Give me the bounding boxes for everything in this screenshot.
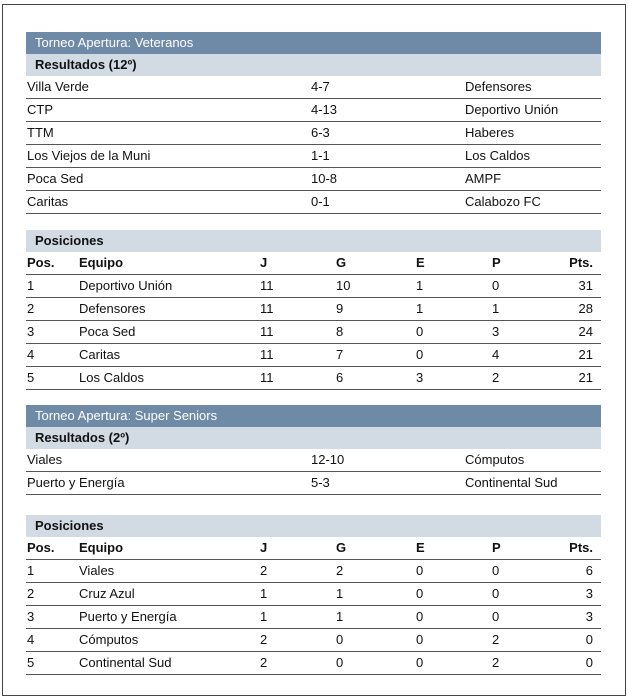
- header-pts: Pts.: [569, 540, 593, 555]
- standings-row: [26, 583, 601, 606]
- score: 5-3: [311, 475, 330, 490]
- team: Viales: [79, 563, 115, 578]
- played: 11: [260, 278, 274, 293]
- home-team: Viales: [27, 452, 63, 467]
- away-team: Cómputos: [465, 452, 525, 467]
- header-g: G: [336, 255, 347, 270]
- won: 1: [336, 609, 344, 624]
- points: 3: [585, 609, 593, 624]
- veteranos-results-title: Resultados (12º): [26, 54, 601, 76]
- result-row: [26, 191, 601, 214]
- pos: 5: [27, 655, 35, 670]
- drawn: 0: [416, 563, 424, 578]
- result-row: [26, 145, 601, 168]
- pos: 2: [27, 301, 35, 316]
- veteranos-standings-section: [26, 230, 601, 390]
- standings-row: [26, 275, 601, 298]
- won: 10: [336, 278, 351, 293]
- team: Los Caldos: [79, 370, 145, 385]
- points: 21: [578, 370, 593, 385]
- score: 6-3: [311, 125, 330, 140]
- header-pos: Pos.: [27, 540, 55, 555]
- played: 1: [260, 609, 268, 624]
- pos: 4: [27, 632, 35, 647]
- header-j: J: [260, 255, 268, 270]
- lost: 3: [492, 324, 500, 339]
- standings-row: [26, 606, 601, 629]
- points: 24: [578, 324, 593, 339]
- header-pts: Pts.: [569, 255, 593, 270]
- played: 11: [260, 370, 274, 385]
- lost: 1: [492, 301, 500, 316]
- header-p: P: [492, 540, 501, 555]
- home-team: TTM: [27, 125, 54, 140]
- pos: 5: [27, 370, 35, 385]
- played: 2: [260, 632, 268, 647]
- score: 10-8: [311, 171, 338, 186]
- team: Poca Sed: [79, 324, 136, 339]
- team: Deportivo Unión: [79, 278, 173, 293]
- seniors-standings-section: [26, 515, 601, 675]
- standings-row: [26, 629, 601, 652]
- seniors-results-list: [26, 449, 601, 495]
- pos: 1: [27, 563, 35, 578]
- drawn: 1: [416, 278, 424, 293]
- away-team: Defensores: [465, 79, 532, 94]
- drawn: 0: [416, 586, 424, 601]
- pos: 4: [27, 347, 35, 362]
- home-team: CTP: [27, 102, 53, 117]
- home-team: Poca Sed: [27, 171, 84, 186]
- drawn: 0: [416, 609, 424, 624]
- result-row: [26, 168, 601, 191]
- points: 31: [578, 278, 593, 293]
- standings-header: [26, 252, 601, 275]
- standings-row: [26, 321, 601, 344]
- score: 4-7: [311, 79, 330, 94]
- lost: 4: [492, 347, 500, 362]
- lost: 0: [492, 278, 500, 293]
- standings-row: [26, 652, 601, 675]
- points: 28: [578, 301, 593, 316]
- result-row: [26, 76, 601, 99]
- lost: 2: [492, 632, 500, 647]
- standings-row: [26, 344, 601, 367]
- veteranos-results-section: [26, 32, 601, 214]
- won: 9: [336, 301, 344, 316]
- away-team: Haberes: [465, 125, 515, 140]
- header-p: P: [492, 255, 501, 270]
- away-team: Deportivo Unión: [465, 102, 559, 117]
- points: 0: [585, 632, 593, 647]
- header-e: E: [416, 255, 425, 270]
- points: 0: [585, 655, 593, 670]
- won: 6: [336, 370, 344, 385]
- team: Defensores: [79, 301, 146, 316]
- home-team: Los Viejos de la Muni: [27, 148, 151, 163]
- away-team: Los Caldos: [465, 148, 531, 163]
- played: 11: [260, 301, 274, 316]
- away-team: Calabozo FC: [465, 194, 541, 209]
- lost: 0: [492, 609, 500, 624]
- seniors-title: Torneo Apertura: Super Seniors: [26, 405, 601, 427]
- standings-row: [26, 298, 601, 321]
- played: 2: [260, 655, 268, 670]
- drawn: 1: [416, 301, 424, 316]
- away-team: Continental Sud: [465, 475, 558, 490]
- pos: 3: [27, 324, 35, 339]
- won: 8: [336, 324, 344, 339]
- seniors-results-title: Resultados (2º): [26, 427, 601, 449]
- veteranos-title: Torneo Apertura: Veteranos: [26, 32, 601, 54]
- result-row: [26, 472, 601, 495]
- drawn: 0: [416, 632, 424, 647]
- drawn: 0: [416, 655, 424, 670]
- pos: 3: [27, 609, 35, 624]
- score: 12-10: [311, 452, 345, 467]
- home-team: Caritas: [27, 194, 69, 209]
- won: 2: [336, 563, 344, 578]
- pos: 1: [27, 278, 35, 293]
- score: 0-1: [311, 194, 330, 209]
- played: 2: [260, 563, 268, 578]
- lost: 2: [492, 655, 500, 670]
- standings-row: [26, 560, 601, 583]
- won: 0: [336, 655, 344, 670]
- seniors-standings-title: Posiciones: [26, 515, 601, 537]
- standings-header: [26, 537, 601, 560]
- team: Continental Sud: [79, 655, 172, 670]
- team: Caritas: [79, 347, 121, 362]
- result-row: [26, 449, 601, 472]
- team: Cruz Azul: [79, 586, 135, 601]
- played: 1: [260, 586, 268, 601]
- played: 11: [260, 347, 274, 362]
- away-team: AMPF: [465, 171, 502, 186]
- points: 3: [585, 586, 593, 601]
- played: 11: [260, 324, 274, 339]
- team: Cómputos: [79, 632, 139, 647]
- points: 6: [585, 563, 593, 578]
- won: 7: [336, 347, 344, 362]
- result-row: [26, 122, 601, 145]
- seniors-results-section: [26, 405, 601, 495]
- home-team: Puerto y Energía: [27, 475, 125, 490]
- drawn: 0: [416, 347, 424, 362]
- team: Puerto y Energía: [79, 609, 177, 624]
- header-pos: Pos.: [27, 255, 55, 270]
- veteranos-standings-title: Posiciones: [26, 230, 601, 252]
- won: 1: [336, 586, 344, 601]
- header-j: J: [260, 540, 268, 555]
- score: 1-1: [311, 148, 330, 163]
- header-team: Equipo: [79, 255, 124, 270]
- score: 4-13: [311, 102, 338, 117]
- header-e: E: [416, 540, 425, 555]
- home-team: Villa Verde: [27, 79, 89, 94]
- result-row: [26, 99, 601, 122]
- points: 21: [578, 347, 593, 362]
- drawn: 0: [416, 324, 424, 339]
- veteranos-results-list: [26, 76, 601, 214]
- lost: 0: [492, 563, 500, 578]
- won: 0: [336, 632, 344, 647]
- header-g: G: [336, 540, 347, 555]
- drawn: 3: [416, 370, 424, 385]
- standings-row: [26, 367, 601, 390]
- header-team: Equipo: [79, 540, 124, 555]
- pos: 2: [27, 586, 35, 601]
- lost: 2: [492, 370, 500, 385]
- lost: 0: [492, 586, 500, 601]
